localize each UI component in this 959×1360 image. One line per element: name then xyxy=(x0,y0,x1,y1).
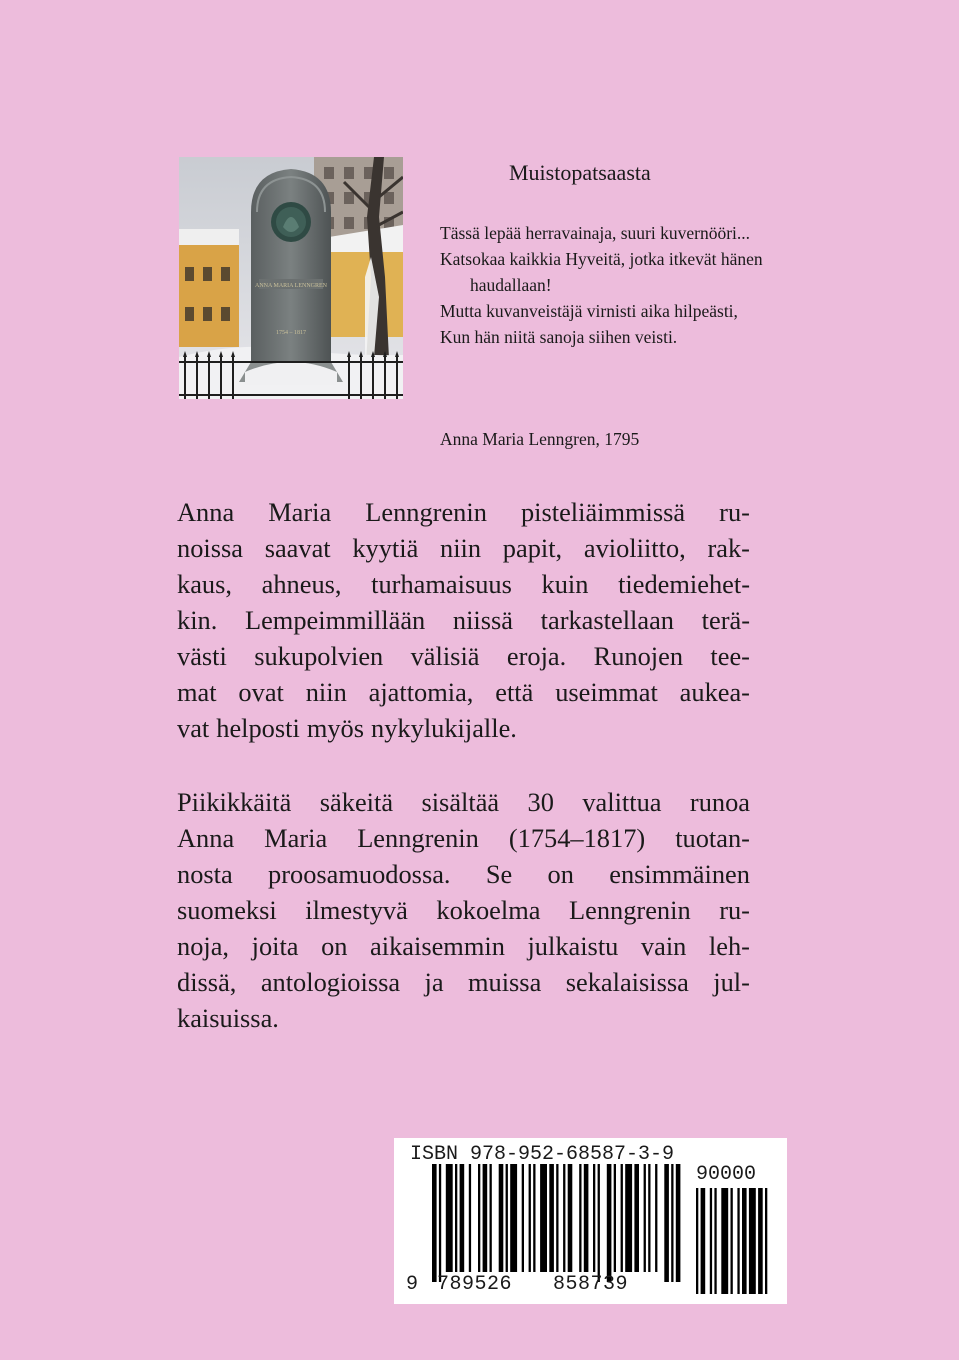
barcode-bar xyxy=(664,1164,669,1282)
barcode-bar xyxy=(614,1164,616,1272)
word: nosta xyxy=(177,859,233,889)
barcode-bar xyxy=(510,1164,517,1272)
cover-photo-monument xyxy=(179,157,403,399)
word: tuotan- xyxy=(675,823,750,853)
word: julkaistu xyxy=(527,931,619,961)
ean-right-digits: 858739 xyxy=(553,1273,629,1296)
word: jul- xyxy=(713,967,750,997)
word: mat xyxy=(177,677,217,707)
word: on xyxy=(321,931,348,961)
paragraph-line xyxy=(177,566,750,602)
barcode-bar xyxy=(676,1164,681,1282)
barcode-bar xyxy=(432,1164,437,1282)
isbn-barcode xyxy=(394,1138,787,1304)
word: vat xyxy=(177,713,210,743)
ean-first-digit: 9 xyxy=(406,1273,419,1296)
paragraph-line xyxy=(177,602,750,638)
word: ajattomia, xyxy=(368,677,474,707)
barcode-bar xyxy=(549,1164,554,1272)
word: ahneus, xyxy=(261,569,342,599)
barcode-bar xyxy=(460,1164,465,1272)
poem-title: Muistopatsaasta xyxy=(509,160,651,185)
word: papit, xyxy=(502,533,563,563)
word: vain xyxy=(640,931,687,961)
word: terä- xyxy=(701,605,750,635)
word: Lenngrenin xyxy=(569,895,691,925)
ean-left-digits: 789526 xyxy=(437,1273,513,1296)
word: eroja. xyxy=(506,641,567,671)
poem-line: Katsokaa kaikkia Hyveitä, jotka itkevät hänen haudallaan! xyxy=(440,249,763,295)
description-paragraph-2 xyxy=(177,784,750,1036)
barcode-bar xyxy=(634,1164,639,1272)
word: kaisuissa. xyxy=(177,1003,279,1033)
barcode-bar xyxy=(579,1164,581,1272)
poem-line: Tässä lepää herravainaja, suuri kuvernööri... xyxy=(440,223,751,243)
paragraph-line xyxy=(177,784,750,820)
barcode-bar xyxy=(439,1164,441,1282)
barcode-bar xyxy=(607,1164,612,1282)
word: Lenngrenin xyxy=(365,497,487,527)
word: ovat xyxy=(238,677,284,707)
word: noissa xyxy=(177,533,243,563)
word: joita xyxy=(251,931,299,961)
monument-inscription-name: ANNA MARIA LENNGREN xyxy=(255,283,327,289)
word: välisiä xyxy=(410,641,480,671)
barcode-bar xyxy=(446,1164,453,1272)
poem-line: Kun hän niitä sanoja siihen veisti. xyxy=(440,327,678,347)
word: niin xyxy=(305,677,347,707)
word: aukea- xyxy=(679,677,750,707)
barcode-bar xyxy=(568,1164,573,1272)
barcode-bar xyxy=(556,1164,558,1272)
poem-attribution: Anna Maria Lenngren, 1795 xyxy=(440,429,640,449)
barcode-bar xyxy=(506,1164,508,1272)
barcode-bar xyxy=(540,1164,547,1272)
word: useimmat xyxy=(555,677,658,707)
paragraph-line xyxy=(177,530,750,566)
word: kuin xyxy=(541,569,589,599)
word: rak- xyxy=(707,533,750,563)
barcode-bar xyxy=(584,1164,589,1272)
addon-bar xyxy=(737,1188,739,1294)
word: Maria xyxy=(264,823,328,853)
addon-bar xyxy=(765,1188,767,1294)
word: kin. xyxy=(177,605,218,635)
word: Runojen xyxy=(593,641,684,671)
word: kyytiä xyxy=(352,533,419,563)
word: valittua xyxy=(582,787,662,817)
addon-bar xyxy=(701,1188,706,1294)
poem-line: Mutta kuvanveistäjä virnisti aika hilpeästi, xyxy=(440,301,738,321)
word: Anna xyxy=(177,823,235,853)
word: 30 xyxy=(527,787,554,817)
word: niin xyxy=(440,533,482,563)
word: muissa xyxy=(467,967,542,997)
paragraph-line xyxy=(177,674,750,710)
word: västi xyxy=(177,641,227,671)
word: kokoelma xyxy=(436,895,541,925)
addon-bar xyxy=(721,1188,728,1294)
barcode-bar xyxy=(648,1164,650,1272)
word: aikaisemmin xyxy=(370,931,505,961)
barcode-bar xyxy=(671,1164,673,1282)
word: Lempeimmillään xyxy=(244,605,426,635)
word: nykylukijalle. xyxy=(371,713,517,743)
barcode-bar xyxy=(598,1164,600,1282)
word: leh- xyxy=(708,931,750,961)
word: tarkastellaan xyxy=(540,605,675,635)
paragraph-line xyxy=(177,964,750,1000)
word: saavat xyxy=(264,533,331,563)
word: (1754–1817) xyxy=(508,823,646,853)
word: proosamuodossa. xyxy=(268,859,451,889)
barcode-bar xyxy=(533,1164,535,1272)
barcode-bar xyxy=(478,1164,480,1272)
barcode-bar xyxy=(655,1164,657,1272)
word: niissä xyxy=(452,605,514,635)
barcode-bar xyxy=(625,1164,632,1272)
barcode-bar xyxy=(593,1164,595,1272)
isbn-label: ISBN 978-952-68587-3-9 xyxy=(410,1143,675,1166)
barcode-bar xyxy=(563,1164,565,1272)
word: että xyxy=(495,677,534,707)
barcode-bar xyxy=(522,1164,524,1272)
word: tiedemiehet- xyxy=(618,569,750,599)
barcode-bar xyxy=(469,1164,471,1272)
paragraph-line xyxy=(177,710,750,746)
word: avioliitto, xyxy=(583,533,686,563)
addon-bar xyxy=(710,1188,712,1294)
word: sisältää xyxy=(421,787,500,817)
addon-bar xyxy=(742,1188,747,1294)
paragraph-line xyxy=(177,892,750,928)
word: ru- xyxy=(719,895,750,925)
word: turhamaisuus xyxy=(371,569,512,599)
word: ilmestyvä xyxy=(305,895,408,925)
word: ru- xyxy=(719,497,750,527)
addon-bar xyxy=(758,1188,763,1294)
word: on xyxy=(547,859,574,889)
monument-inscription-years: 1754 – 1817 xyxy=(276,330,306,336)
description-paragraph-1 xyxy=(177,494,750,746)
addon-bar xyxy=(714,1188,716,1294)
word: säkeitä xyxy=(319,787,394,817)
word: tee- xyxy=(710,641,750,671)
word: ensimmäinen xyxy=(609,859,750,889)
barcode-bar xyxy=(483,1164,488,1272)
price-code: 90000 xyxy=(696,1163,757,1186)
paragraph-line xyxy=(177,638,750,674)
paragraph-line xyxy=(177,1000,750,1036)
word: Se xyxy=(485,859,513,889)
word: suomeksi xyxy=(177,895,277,925)
paragraph-line xyxy=(177,856,750,892)
paragraph-line xyxy=(177,494,750,530)
addon-bar xyxy=(696,1188,698,1294)
word: kaus, xyxy=(177,569,232,599)
word: runoa xyxy=(689,787,750,817)
barcode-bar xyxy=(529,1164,531,1272)
word: antologioissa xyxy=(260,967,401,997)
word: noja, xyxy=(177,931,230,961)
barcode-bar xyxy=(621,1164,623,1272)
barcode-bar xyxy=(499,1164,504,1272)
word: Piikikkäitä xyxy=(177,787,292,817)
addon-bar xyxy=(749,1188,756,1294)
barcode-bar xyxy=(490,1164,492,1272)
word: Anna xyxy=(177,497,235,527)
paragraph-line xyxy=(177,928,750,964)
word: helposti xyxy=(216,713,300,743)
addon-bar xyxy=(731,1188,733,1294)
word: sekalaisissa xyxy=(565,967,689,997)
word: sukupolvien xyxy=(254,641,384,671)
barcode-bar xyxy=(455,1164,457,1272)
word: ja xyxy=(424,967,444,997)
word: pisteliäimmissä xyxy=(520,497,686,527)
word: myös xyxy=(306,713,365,743)
word: Maria xyxy=(268,497,332,527)
poem-body xyxy=(440,220,770,350)
word: dissä, xyxy=(177,967,237,997)
barcode-bar xyxy=(644,1164,646,1272)
word: Lenngrenin xyxy=(357,823,479,853)
paragraph-line xyxy=(177,820,750,856)
